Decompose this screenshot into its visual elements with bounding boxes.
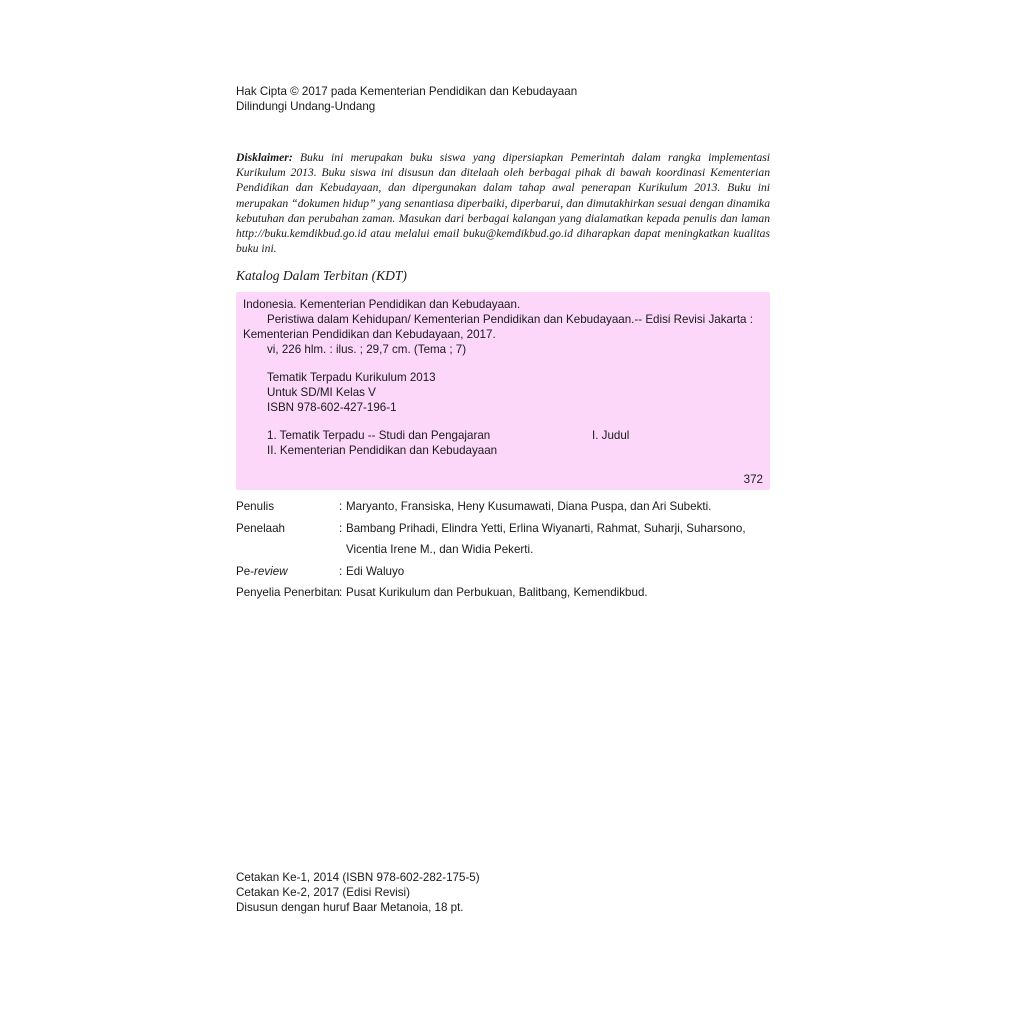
kdt-catalog-box <box>236 292 770 490</box>
credit-row-penelaah <box>236 521 776 543</box>
printing-line-1: Cetakan Ke-1, 2014 (ISBN 978-602-282-175-5) <box>236 871 480 884</box>
credit-row-penelaah-cont <box>236 542 776 564</box>
credit-row-pereview <box>236 564 776 586</box>
credit-colon: : <box>339 564 343 578</box>
disclaimer-label: Disklaimer: <box>236 151 293 164</box>
kdt-subject-1: 1. Tematik Terpadu -- Studi dan Pengajaran <box>267 429 491 442</box>
copyright-line: Hak Cipta © 2017 pada Kementerian Pendidikan dan Kebudayaan <box>236 85 578 98</box>
kdt-line-level: Untuk SD/MI Kelas V <box>267 386 376 399</box>
kdt-line-series: Tematik Terpadu Kurikulum 2013 <box>267 371 436 384</box>
printing-info <box>236 870 480 915</box>
protection-line: Dilindungi Undang-Undang <box>236 100 376 113</box>
credit-label-italic: review <box>254 564 288 578</box>
printing-line-2: Cetakan Ke-2, 2017 (Edisi Revisi) <box>236 886 410 899</box>
credit-colon: : <box>339 500 343 513</box>
credit-value: Vicentia Irene M., dan Widia Pekerti. <box>346 543 534 556</box>
credit-colon: : <box>339 521 343 535</box>
credit-value: Edi Waluyo <box>346 564 405 578</box>
credit-value: Maryanto, Fransiska, Heny Kusumawati, Diana Puspa, dan Ari Subekti. <box>346 500 712 513</box>
kdt-title-entry: I. Judul <box>592 429 630 442</box>
credit-row-penulis <box>236 499 776 521</box>
kdt-line-title: Peristiwa dalam Kehidupan/ Kementerian Pendidikan dan Kebudayaan.-- Edisi Revisi Jakarta : <box>267 313 753 326</box>
credit-value: Bambang Prihadi, Elindra Yetti, Erlina Wiyanarti, Rahmat, Suharji, Suharsono, <box>346 521 746 535</box>
credit-label: Penelaah <box>236 521 285 535</box>
credit-row-penyelia <box>236 585 776 607</box>
kdt-subject-2: II. Kementerian Pendidikan dan Kebudayaan <box>267 444 498 457</box>
kdt-call-number: 372 <box>743 473 763 486</box>
kdt-line-isbn: ISBN 978-602-427-196-1 <box>267 401 397 414</box>
credit-label: Penulis <box>236 500 275 513</box>
credit-value: Pusat Kurikulum dan Perbukuan, Balitbang, Kemendikbud. <box>346 586 648 599</box>
disclaimer-paragraph <box>236 150 770 256</box>
credit-label-prefix: Pe- <box>236 564 255 578</box>
kdt-line-physical: vi, 226 hlm. : ilus. ; 29,7 cm. (Tema ; 7) <box>267 343 467 356</box>
kdt-heading: Katalog Dalam Terbitan (KDT) <box>236 268 407 283</box>
kdt-line-author: Indonesia. Kementerian Pendidikan dan Kebudayaan. <box>243 298 521 311</box>
kdt-line-publisher: Kementerian Pendidikan dan Kebudayaan, 2017. <box>243 328 496 341</box>
credits-list <box>236 499 776 607</box>
typeface-line: Disusun dengan huruf Baar Metanoia, 18 pt. <box>236 901 464 914</box>
credit-label <box>236 564 288 579</box>
credit-label: Penyelia Penerbitan <box>236 586 340 599</box>
credit-colon: : <box>339 586 343 599</box>
disclaimer-text: Buku ini merupakan buku siswa yang dipersiapkan Pemerintah dalam rangka implementasi Kurikulum 2013. Buku siswa ini disusun dan ditelaah oleh berbagai pihak di bawah koordinasi Kementerian Pendidikan dan Kebudayaan, dan dipergunakan dalam tahap awal penerapan Kurikulum 2013. Buku ini merupakan “dokumen hidup” yang senantiasa diperbaiki, diperbarui, dan dimutakhirkan sesuai dengan dinamika kebutuhan dan perubahan zaman. Masukan dari berbagai kalangan yang dialamatkan kepada penulis dan laman http://buku.kemdikbud.go.id atau melalui email buku@kemdikbud.go.id diharapkan dapat meningkatkan kualitas buku ini. <box>236 151 770 256</box>
copyright-notice <box>236 84 577 114</box>
